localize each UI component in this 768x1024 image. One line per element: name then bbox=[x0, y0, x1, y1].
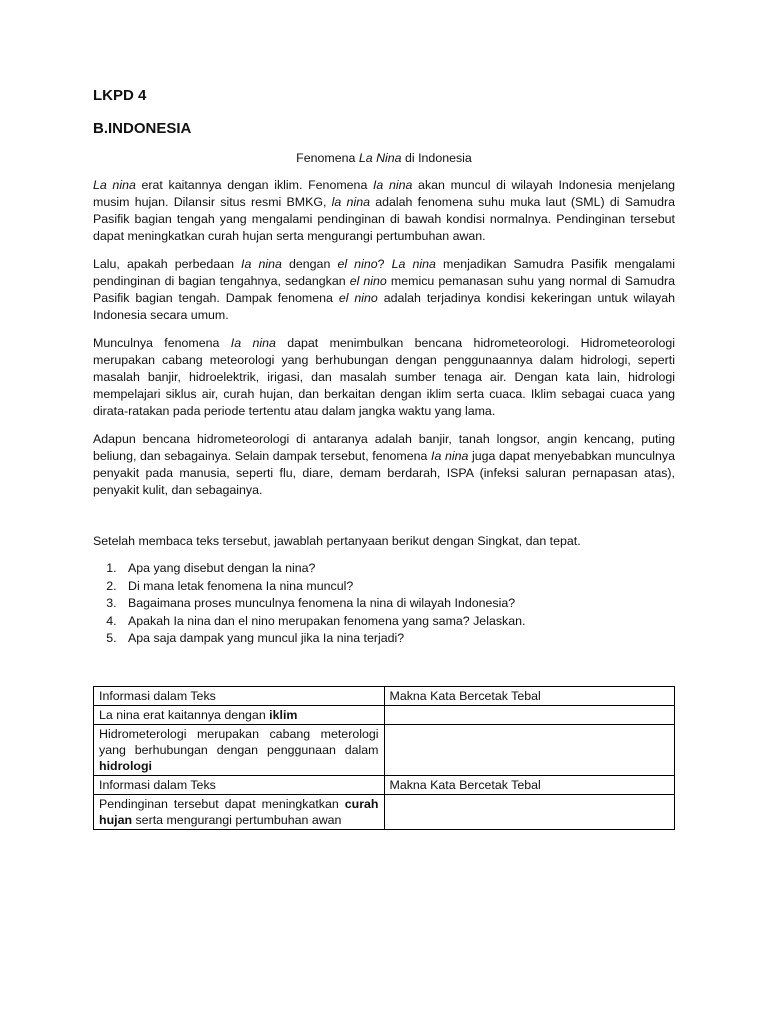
cell-text: serta mengurangi pertumbuhan awan bbox=[132, 812, 342, 827]
meaning-cell: Makna Kata Bercetak Tebal bbox=[384, 686, 675, 705]
document-page bbox=[93, 86, 675, 830]
article-title bbox=[93, 150, 675, 167]
paragraph-text: dapat menimbulkan bencana hidrometeorologi. Hidrometeorologi merupakan cabang meteorologi yang berhubungan dengan penggunaannya dalam hidrologi, seperti masalah banjir, hidroelektrik, irigasi, dan masalah sumber tenaga air. Dengan kata lain, hidrologi mempelajari siklus air, curah hujan, dan berkaitan dengan iklim serta cuaca. Iklim sebagai cuaca yang dirata-ratakan pada periode tertentu atau dalam jangka waktu yang lama. bbox=[93, 336, 675, 418]
italic-term: el nino bbox=[338, 291, 378, 305]
article-title-pre: Fenomena bbox=[296, 151, 359, 165]
paragraph-text: juga dapat menyebabkan munculnya penyakit pada manusia, seperti flu, diare, demam berdarah, ISPA (infeksi saluran pernapasan atas), penyakit kulit, dan sebagainya. bbox=[93, 449, 675, 497]
article-paragraph bbox=[93, 431, 675, 499]
information-table bbox=[93, 686, 675, 830]
cell-text: Informasi dalam Teks bbox=[99, 777, 216, 792]
worksheet-heading: LKPD 4 bbox=[93, 87, 147, 104]
article-title-italic: La Nina bbox=[358, 151, 402, 165]
table-row bbox=[94, 705, 675, 724]
italic-term: Ia nina bbox=[431, 449, 469, 463]
article-body bbox=[93, 177, 675, 499]
information-cell bbox=[94, 775, 385, 794]
article-title-post: di Indonesia bbox=[401, 151, 472, 165]
paragraph-text: adalah fenomena suhu muka laut (SML) di Samudra Pasifik bagian tengah yang mengalami pendinginan di bawah kondisi normalnya. Pendinginan tersebut dapat meningkatkan curah hujan serta mengurangi pertumbuhan awan. bbox=[93, 195, 675, 243]
table-row bbox=[94, 724, 675, 775]
italic-term: Ia nina bbox=[372, 178, 413, 192]
cell-text: La nina erat kaitannya dengan bbox=[99, 707, 270, 722]
italic-term: Ia nina bbox=[230, 336, 276, 350]
paragraph-text: Adapun bencana hidrometeorologi di antaranya adalah banjir, tanah longsor, angin kencang, puting beliung, dan sebagainya. Selain dampak tersebut, fenomena bbox=[93, 432, 675, 463]
italic-term: el nino bbox=[337, 257, 378, 271]
cell-text: Informasi dalam Teks bbox=[99, 688, 216, 703]
subject-heading: B.INDONESIA bbox=[93, 120, 192, 137]
meaning-cell bbox=[384, 705, 675, 724]
bold-keyword: curah hujan bbox=[99, 796, 379, 827]
paragraph-text: akan muncul di wilayah Indonesia menjelang musim hujan. Dilansir situs resmi BMKG, bbox=[93, 178, 676, 209]
bold-keyword: iklim bbox=[269, 707, 298, 722]
italic-term: la nina bbox=[331, 195, 370, 209]
paragraph-text: erat kaitannya dengan iklim. Fenomena bbox=[135, 178, 373, 192]
instruction-text: Setelah membaca teks tersebut, jawablah pertanyaan berikut dengan Singkat, dan tepat. bbox=[93, 534, 581, 548]
bold-keyword: hidrologi bbox=[99, 758, 152, 773]
meaning-cell bbox=[384, 794, 675, 829]
information-cell bbox=[94, 686, 385, 705]
paragraph-text: adalah terjadinya kondisi kekeringan untuk wilayah Indonesia secara umum. bbox=[93, 291, 675, 322]
cell-text: Pendinginan tersebut dapat meningkatkan bbox=[99, 796, 345, 811]
table-row bbox=[94, 794, 675, 829]
paragraph-text: ? bbox=[377, 257, 392, 271]
question-item: 5. Apa saja dampak yang muncul jika Ia nina terjadi? bbox=[120, 630, 675, 648]
paragraph-text: Lalu, apakah perbedaan bbox=[93, 257, 242, 271]
italic-term: La nina bbox=[391, 257, 436, 271]
article-paragraph bbox=[93, 177, 675, 245]
cell-text: Hidrometerologi merupakan cabang meterologi yang berhubungan dengan penggunaan dalam bbox=[99, 726, 379, 757]
article-paragraph bbox=[93, 335, 675, 420]
paragraph-text: dengan bbox=[281, 257, 338, 271]
paragraph-text: menjadikan Samudra Pasifik mengalami pendinginan di bagian tengahnya, sedangkan bbox=[93, 257, 676, 288]
meaning-cell bbox=[384, 724, 675, 775]
question-item: 3. Bagaimana proses munculnya fenomena la nina di wilayah Indonesia? bbox=[120, 595, 675, 613]
table-row bbox=[94, 686, 675, 705]
information-cell bbox=[94, 705, 385, 724]
italic-term: La nina bbox=[93, 178, 136, 192]
question-item: 1. Apa yang disebut dengan la nina? bbox=[120, 560, 675, 578]
question-item: 2. Di mana letak fenomena Ia nina muncul? bbox=[120, 578, 675, 596]
question-item: 4. Apakah Ia nina dan el nino merupakan fenomena yang sama? Jelaskan. bbox=[120, 613, 675, 631]
table-row bbox=[94, 775, 675, 794]
article-paragraph bbox=[93, 256, 675, 324]
paragraph-text: Munculnya fenomena bbox=[93, 336, 231, 350]
paragraph-text: memicu pemanasan suhu yang normal di Samudra Pasifik bagian tengah. Dampak fenomena bbox=[93, 274, 676, 305]
information-cell bbox=[94, 794, 385, 829]
italic-term: el nino bbox=[349, 274, 387, 288]
information-cell bbox=[94, 724, 385, 775]
italic-term: Ia nina bbox=[241, 257, 282, 271]
question-list bbox=[93, 560, 675, 648]
meaning-cell: Makna Kata Bercetak Tebal bbox=[384, 775, 675, 794]
